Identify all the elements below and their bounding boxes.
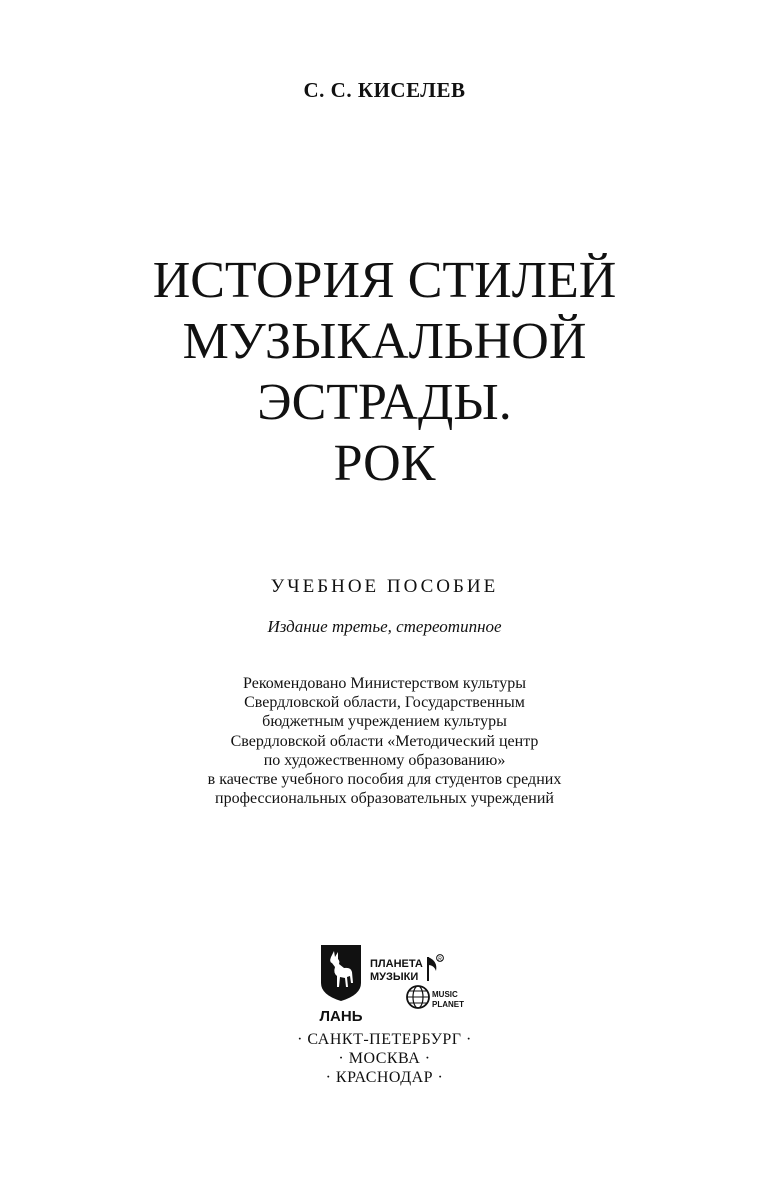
title-line: МУЗЫКАЛЬНОЙ bbox=[182, 313, 587, 370]
book-title bbox=[0, 250, 769, 494]
publisher-logos bbox=[318, 943, 464, 1025]
title-line: ИСТОРИЯ СТИЛЕЙ bbox=[152, 252, 617, 309]
edition-note: Издание третье, стереотипное bbox=[267, 617, 502, 636]
lan-logo-text: ЛАНЬ bbox=[319, 1008, 363, 1025]
recommendation-line: бюджетным учреждением культуры bbox=[262, 713, 507, 731]
city-line: · КРАСНОДАР · bbox=[325, 1069, 444, 1086]
recommendation-line: Свердловской области «Методический центр bbox=[230, 732, 539, 750]
recommendation-text bbox=[0, 674, 769, 808]
svg-text:R: R bbox=[438, 956, 442, 963]
music-planet-line1: MUSIC bbox=[432, 990, 458, 999]
author-name: С. С. КИСЕЛЕВ bbox=[303, 78, 466, 102]
title-line: РОК bbox=[333, 435, 436, 492]
planet-logo-line1: ПЛАНЕТА bbox=[370, 958, 423, 970]
recommendation-line: в качестве учебного пособия для студентов средних bbox=[207, 771, 562, 789]
publisher-cities bbox=[0, 1030, 769, 1087]
recommendation-line: профессиональных образовательных учреждений bbox=[215, 790, 554, 808]
deer-icon bbox=[321, 945, 361, 1001]
title-line: ЭСТРАДЫ. bbox=[257, 374, 512, 431]
city-line: · МОСКВА · bbox=[338, 1050, 431, 1067]
book-subtitle: УЧЕБНОЕ ПОСОБИЕ bbox=[270, 576, 499, 597]
lan-logo bbox=[318, 943, 364, 1025]
planet-music-logo bbox=[368, 953, 464, 1017]
music-planet-line2: PLANET bbox=[432, 1000, 464, 1009]
recommendation-line: Рекомендовано Министерством культуры bbox=[243, 675, 526, 692]
planet-logo-line2: МУЗЫКИ bbox=[370, 971, 419, 983]
globe-icon bbox=[407, 986, 429, 1008]
music-note-icon bbox=[428, 955, 443, 981]
recommendation-line: Свердловской области, Государственным bbox=[244, 694, 525, 712]
city-line: · САНКТ-ПЕТЕРБУРГ · bbox=[297, 1031, 472, 1048]
recommendation-line: по художественному образованию» bbox=[263, 751, 506, 769]
